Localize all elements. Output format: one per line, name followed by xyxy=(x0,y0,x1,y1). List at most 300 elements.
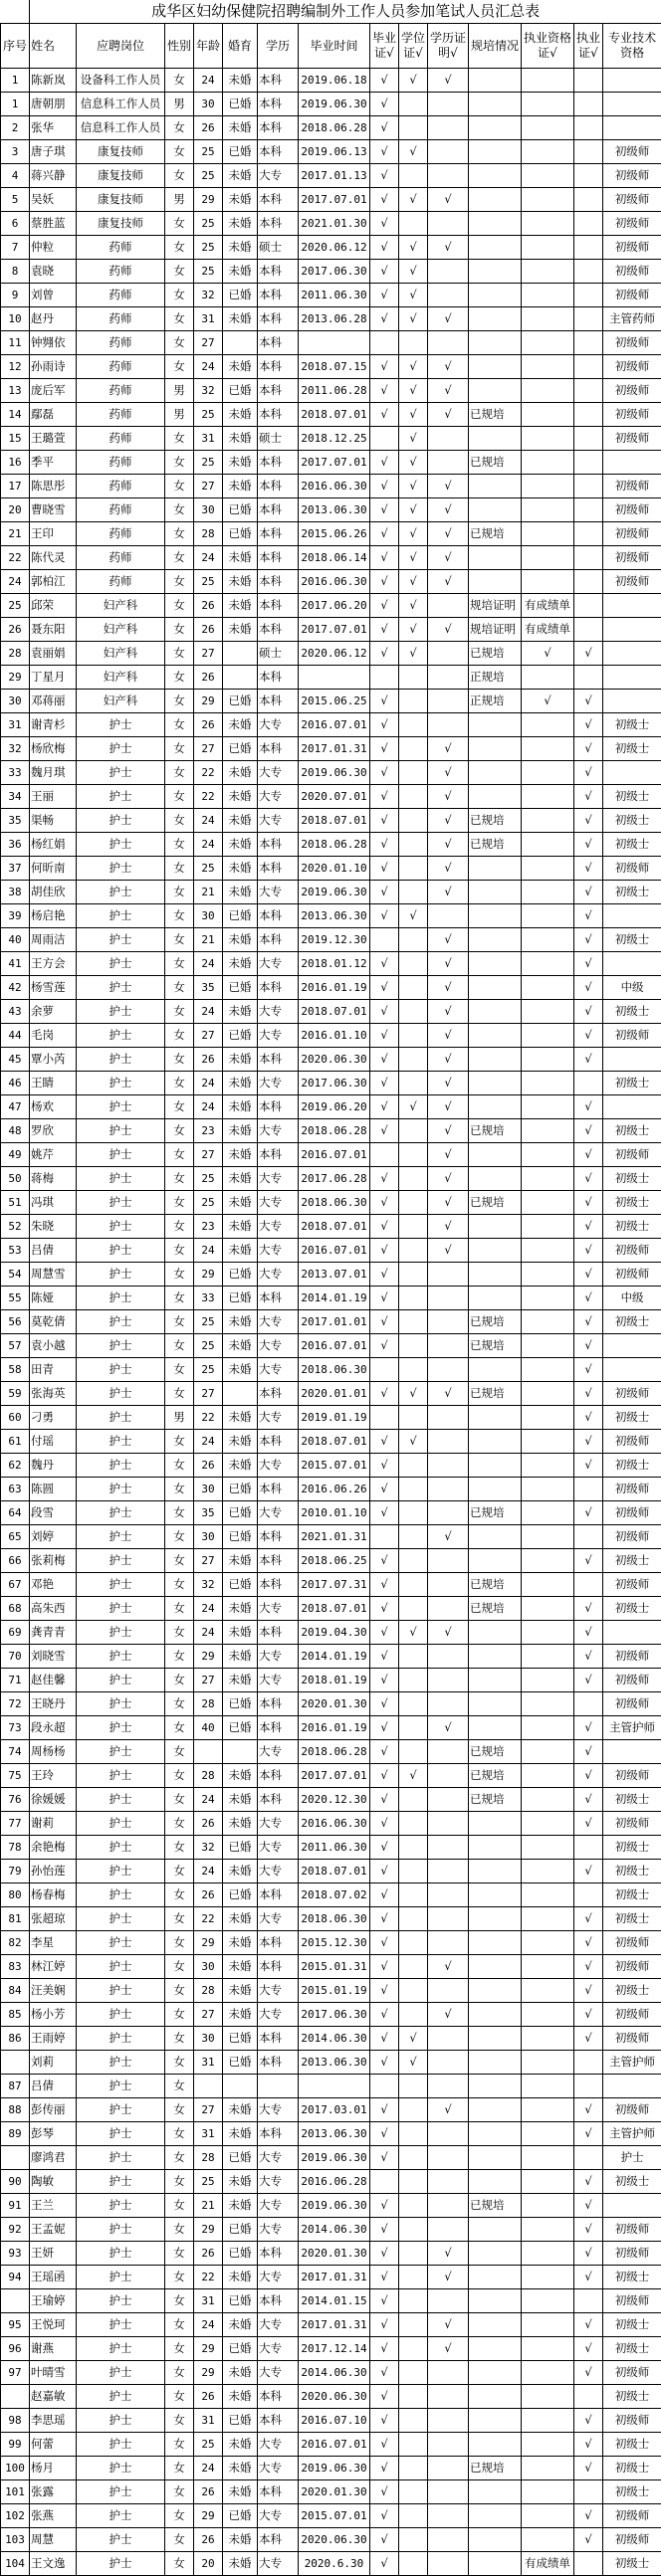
cell-gender: 女 xyxy=(165,1788,194,1812)
table-row xyxy=(1,1788,661,1812)
cell-marital: 未婚 xyxy=(223,785,258,809)
cell-residency-training xyxy=(469,1860,522,1883)
table-row xyxy=(1,2051,661,2075)
cell-marital: 已婚 xyxy=(223,2409,258,2433)
table-row xyxy=(1,2027,661,2051)
cell-marital: 已婚 xyxy=(223,1501,258,1525)
cell-degree-cert: √ xyxy=(399,1764,428,1788)
cell-license-qualification xyxy=(522,857,574,881)
cell-age: 31 xyxy=(194,307,223,331)
cell-degree-cert: √ xyxy=(399,307,428,331)
cell-residency-training xyxy=(469,1024,522,1048)
cell-diploma: √ xyxy=(370,236,399,260)
cell-education-proof xyxy=(428,1430,469,1454)
cell-age: 31 xyxy=(194,2122,223,2146)
cell-name: 赵丹 xyxy=(30,307,77,331)
cell-degree-cert: √ xyxy=(399,498,428,522)
cell-education-proof: √ xyxy=(428,1048,469,1072)
cell-graduation-date: 2017.06.28 xyxy=(299,1167,370,1191)
cell-gender: 女 xyxy=(165,522,194,546)
cell-practice-license: √ xyxy=(574,2218,603,2242)
table-row xyxy=(1,1048,661,1072)
cell-position: 药师 xyxy=(77,427,165,451)
cell-gender: 女 xyxy=(165,1549,194,1573)
cell-education-proof: √ xyxy=(428,522,469,546)
cell-residency-training xyxy=(469,785,522,809)
cell-gender: 女 xyxy=(165,2504,194,2528)
cell-age: 30 xyxy=(194,93,223,116)
cell-diploma: √ xyxy=(370,1621,399,1645)
cell-professional-title: 初级士 xyxy=(603,1167,661,1191)
cell-practice-license xyxy=(574,594,603,618)
cell-gender: 女 xyxy=(165,2170,194,2194)
cell-graduation-date: 2020.01.30 xyxy=(299,2242,370,2266)
cell-graduation-date: 2015.01.19 xyxy=(299,1979,370,2003)
table-row xyxy=(1,475,661,498)
cell-license-qualification xyxy=(522,713,574,737)
cell-practice-license: √ xyxy=(574,1764,603,1788)
table-row xyxy=(1,1645,661,1669)
cell-marital: 未婚 xyxy=(223,1119,258,1143)
cell-position: 护士 xyxy=(77,785,165,809)
cell-seq: 6 xyxy=(1,212,30,236)
cell-seq: 66 xyxy=(1,1549,30,1573)
cell-residency-training: 已规培 xyxy=(469,1764,522,1788)
table-row xyxy=(1,2552,661,2576)
cell-age: 25 xyxy=(194,2433,223,2457)
cell-degree-cert xyxy=(399,2194,428,2218)
cell-education: 本科 xyxy=(258,1382,299,1406)
cell-gender: 女 xyxy=(165,2122,194,2146)
cell-age: 30 xyxy=(194,2027,223,2051)
cell-education: 大专 xyxy=(258,2552,299,2576)
cell-name: 冯琪 xyxy=(30,1191,77,1215)
cell-position: 康复技师 xyxy=(77,212,165,236)
cell-degree-cert xyxy=(399,1167,428,1191)
cell-graduation-date: 2017.01.01 xyxy=(299,1310,370,1334)
cell-professional-title xyxy=(603,69,661,93)
cell-degree-cert: √ xyxy=(399,1621,428,1645)
cell-degree-cert xyxy=(399,2003,428,2027)
cell-graduation-date: 2018.07.01 xyxy=(299,1000,370,1024)
cell-diploma: √ xyxy=(370,1095,399,1119)
cell-position: 护士 xyxy=(77,1860,165,1883)
cell-education-proof xyxy=(428,1501,469,1525)
cell-education: 大专 xyxy=(258,2146,299,2170)
cell-diploma: √ xyxy=(370,2433,399,2457)
cell-seq: 74 xyxy=(1,1740,30,1764)
cell-graduation-date: 2015.07.01 xyxy=(299,2504,370,2528)
cell-marital: 未婚 xyxy=(223,1143,258,1167)
cell-seq: 24 xyxy=(1,570,30,594)
cell-education-proof xyxy=(428,140,469,164)
cell-age: 29 xyxy=(194,1645,223,1669)
cell-graduation-date: 2015.06.26 xyxy=(299,522,370,546)
cell-practice-license xyxy=(574,1883,603,1907)
cell-gender: 女 xyxy=(165,1836,194,1860)
cell-professional-title xyxy=(603,1740,661,1764)
cell-education: 本科 xyxy=(258,928,299,952)
cell-diploma: √ xyxy=(370,690,399,713)
cell-education: 大专 xyxy=(258,1191,299,1215)
cell-name: 陈代灵 xyxy=(30,546,77,570)
cell-position: 康复技师 xyxy=(77,164,165,188)
cell-diploma: √ xyxy=(370,1382,399,1406)
cell-age: 32 xyxy=(194,284,223,307)
cell-gender: 女 xyxy=(165,1764,194,1788)
cell-graduation-date: 2011.06.30 xyxy=(299,1836,370,1860)
cell-graduation-date: 2014.01.19 xyxy=(299,1645,370,1669)
cell-diploma: √ xyxy=(370,857,399,881)
cell-graduation-date: 2017.03.01 xyxy=(299,2098,370,2122)
cell-graduation-date: 2013.06.30 xyxy=(299,2122,370,2146)
cell-seq: 61 xyxy=(1,1430,30,1454)
cell-degree-cert xyxy=(399,1119,428,1143)
cell-age: 27 xyxy=(194,1669,223,1692)
cell-license-qualification xyxy=(522,212,574,236)
cell-age: 23 xyxy=(194,1119,223,1143)
table-row xyxy=(1,2457,661,2480)
cell-residency-training: 正规培 xyxy=(469,666,522,690)
cell-residency-training xyxy=(469,2075,522,2098)
cell-education-proof: √ xyxy=(428,1716,469,1740)
cell-license-qualification xyxy=(522,1788,574,1812)
cell-practice-license: √ xyxy=(574,1454,603,1478)
cell-gender: 女 xyxy=(165,1072,194,1095)
cell-marital: 未婚 xyxy=(223,1454,258,1478)
cell-license-qualification xyxy=(522,475,574,498)
cell-seq: 14 xyxy=(1,403,30,427)
cell-license-qualification xyxy=(522,1573,574,1597)
cell-graduation-date: 2016.06.30 xyxy=(299,1812,370,1836)
cell-age: 22 xyxy=(194,1406,223,1430)
table-row xyxy=(1,1549,661,1573)
cell-license-qualification xyxy=(522,116,574,140)
column-header-diploma: 毕业证√ xyxy=(370,24,399,69)
cell-marital: 未婚 xyxy=(223,2385,258,2409)
cell-residency-training xyxy=(469,355,522,379)
cell-education: 本科 xyxy=(258,2289,299,2313)
cell-diploma: √ xyxy=(370,1000,399,1024)
cell-education-proof xyxy=(428,1764,469,1788)
cell-gender: 女 xyxy=(165,236,194,260)
cell-education: 本科 xyxy=(258,594,299,618)
cell-name: 刘晓雪 xyxy=(30,1645,77,1669)
cell-residency-training xyxy=(469,2051,522,2075)
cell-age: 23 xyxy=(194,1215,223,1239)
cell-education-proof xyxy=(428,1788,469,1812)
cell-marital: 未婚 xyxy=(223,260,258,284)
cell-professional-title: 初级师 xyxy=(603,1024,661,1048)
cell-graduation-date: 2018.06.30 xyxy=(299,1907,370,1931)
cell-degree-cert xyxy=(399,976,428,1000)
cell-license-qualification xyxy=(522,737,574,761)
cell-diploma xyxy=(370,1358,399,1382)
cell-gender: 女 xyxy=(165,833,194,857)
cell-license-qualification xyxy=(522,379,574,403)
cell-gender: 女 xyxy=(165,1955,194,1979)
cell-gender: 女 xyxy=(165,212,194,236)
cell-age: 26 xyxy=(194,2385,223,2409)
cell-name: 刁勇 xyxy=(30,1406,77,1430)
cell-gender: 女 xyxy=(165,1669,194,1692)
cell-practice-license: √ xyxy=(574,642,603,666)
cell-seq: 75 xyxy=(1,1764,30,1788)
cell-professional-title: 初级士 xyxy=(603,1454,661,1478)
cell-seq: 37 xyxy=(1,857,30,881)
table-row xyxy=(1,666,661,690)
table-row xyxy=(1,690,661,713)
cell-education-proof xyxy=(428,690,469,713)
cell-marital: 已婚 xyxy=(223,1573,258,1597)
cell-education-proof xyxy=(428,2385,469,2409)
cell-practice-license: √ xyxy=(574,2504,603,2528)
cell-education-proof xyxy=(428,260,469,284)
cell-practice-license xyxy=(574,1525,603,1549)
cell-name: 王玲 xyxy=(30,1764,77,1788)
cell-education: 本科 xyxy=(258,331,299,355)
cell-professional-title xyxy=(603,2075,661,2098)
cell-education-proof xyxy=(428,2409,469,2433)
cell-seq: 83 xyxy=(1,1955,30,1979)
cell-marital: 未婚 xyxy=(223,2313,258,2337)
cell-license-qualification xyxy=(522,498,574,522)
cell-license-qualification xyxy=(522,403,574,427)
cell-degree-cert xyxy=(399,2242,428,2266)
cell-education-proof xyxy=(428,1931,469,1955)
cell-practice-license: √ xyxy=(574,1860,603,1883)
cell-gender: 女 xyxy=(165,666,194,690)
cell-professional-title: 初级师 xyxy=(603,1931,661,1955)
cell-license-qualification xyxy=(522,355,574,379)
cell-gender: 女 xyxy=(165,1501,194,1525)
cell-education: 本科 xyxy=(258,1883,299,1907)
cell-age: 28 xyxy=(194,1692,223,1716)
cell-education-proof: √ xyxy=(428,355,469,379)
cell-position: 护士 xyxy=(77,1263,165,1287)
table-row xyxy=(1,1836,661,1860)
cell-age: 24 xyxy=(194,1072,223,1095)
cell-gender: 女 xyxy=(165,2242,194,2266)
cell-degree-cert xyxy=(399,1597,428,1621)
cell-education: 本科 xyxy=(258,1287,299,1310)
cell-practice-license: √ xyxy=(574,881,603,904)
cell-age: 26 xyxy=(194,1812,223,1836)
cell-gender: 女 xyxy=(165,2457,194,2480)
cell-education-proof xyxy=(428,93,469,116)
cell-practice-license: √ xyxy=(574,2003,603,2027)
cell-professional-title: 初级师 xyxy=(603,1430,661,1454)
cell-position: 护士 xyxy=(77,2385,165,2409)
cell-license-qualification xyxy=(522,2457,574,2480)
cell-license-qualification xyxy=(522,1048,574,1072)
cell-education-proof xyxy=(428,1907,469,1931)
cell-diploma: √ xyxy=(370,260,399,284)
cell-professional-title: 初级师 xyxy=(603,1478,661,1501)
cell-graduation-date: 2016.07.10 xyxy=(299,2409,370,2433)
cell-education: 本科 xyxy=(258,140,299,164)
cell-marital: 未婚 xyxy=(223,2170,258,2194)
cell-position: 护士 xyxy=(77,1000,165,1024)
cell-seq: 54 xyxy=(1,1263,30,1287)
cell-education: 本科 xyxy=(258,2242,299,2266)
cell-graduation-date: 2020.12.30 xyxy=(299,1788,370,1812)
cell-education: 本科 xyxy=(258,1143,299,1167)
cell-position: 护士 xyxy=(77,1764,165,1788)
cell-graduation-date xyxy=(299,331,370,355)
cell-practice-license xyxy=(574,69,603,93)
cell-education-proof xyxy=(428,164,469,188)
cell-professional-title: 初级师 xyxy=(603,2218,661,2242)
cell-seq: 43 xyxy=(1,1000,30,1024)
cell-diploma: √ xyxy=(370,116,399,140)
cell-license-qualification xyxy=(522,522,574,546)
cell-graduation-date: 2018.06.14 xyxy=(299,546,370,570)
table-row xyxy=(1,1860,661,1883)
cell-age: 24 xyxy=(194,1095,223,1119)
cell-degree-cert xyxy=(399,2385,428,2409)
cell-marital: 已婚 xyxy=(223,2051,258,2075)
cell-position: 康复技师 xyxy=(77,140,165,164)
cell-position: 护士 xyxy=(77,1669,165,1692)
cell-diploma xyxy=(370,928,399,952)
cell-name: 郭柏江 xyxy=(30,570,77,594)
cell-degree-cert xyxy=(399,2075,428,2098)
cell-name: 汪美娴 xyxy=(30,1979,77,2003)
cell-practice-license: √ xyxy=(574,1000,603,1024)
cell-name: 王璐萱 xyxy=(30,427,77,451)
cell-degree-cert: √ xyxy=(399,427,428,451)
cell-graduation-date: 2017.07.01 xyxy=(299,1764,370,1788)
cell-name: 孙雨诗 xyxy=(30,355,77,379)
cell-position: 护士 xyxy=(77,976,165,1000)
table-row xyxy=(1,236,661,260)
cell-license-qualification xyxy=(522,1621,574,1645)
cell-name: 王印 xyxy=(30,522,77,546)
column-header-education-proof: 学历证明√ xyxy=(428,24,469,69)
cell-professional-title: 初级士 xyxy=(603,1860,661,1883)
cell-residency-training xyxy=(469,2480,522,2504)
cell-name: 仲粒 xyxy=(30,236,77,260)
cell-seq: 87 xyxy=(1,2075,30,2098)
cell-practice-license: √ xyxy=(574,785,603,809)
cell-degree-cert xyxy=(399,331,428,355)
cell-gender: 女 xyxy=(165,1860,194,1883)
cell-graduation-date: 2020.01.30 xyxy=(299,1692,370,1716)
cell-seq: 99 xyxy=(1,2433,30,2457)
cell-marital: 未婚 xyxy=(223,1907,258,1931)
cell-practice-license: √ xyxy=(574,2194,603,2218)
cell-practice-license: √ xyxy=(574,1812,603,1836)
cell-degree-cert xyxy=(399,1573,428,1597)
cell-license-qualification xyxy=(522,1669,574,1692)
cell-education: 本科 xyxy=(258,1048,299,1072)
cell-age: 30 xyxy=(194,904,223,928)
cell-graduation-date: 2016.07.01 xyxy=(299,713,370,737)
cell-graduation-date: 2018.07.01 xyxy=(299,1215,370,1239)
cell-education: 大专 xyxy=(258,761,299,785)
cell-graduation-date: 2018.07.01 xyxy=(299,1430,370,1454)
cell-seq: 41 xyxy=(1,952,30,976)
cell-degree-cert: √ xyxy=(399,1382,428,1406)
cell-name: 杨欣梅 xyxy=(30,737,77,761)
cell-position: 护士 xyxy=(77,1812,165,1836)
cell-name: 杨启艳 xyxy=(30,904,77,928)
cell-graduation-date: 2016.01.19 xyxy=(299,1716,370,1740)
cell-license-qualification xyxy=(522,236,574,260)
cell-gender: 女 xyxy=(165,857,194,881)
cell-diploma: √ xyxy=(370,2313,399,2337)
table-row xyxy=(1,2146,661,2170)
cell-degree-cert: √ xyxy=(399,355,428,379)
cell-seq: 93 xyxy=(1,2242,30,2266)
cell-professional-title: 初级士 xyxy=(603,2313,661,2337)
cell-name: 杨小芳 xyxy=(30,2003,77,2027)
cell-diploma: √ xyxy=(370,1669,399,1692)
cell-name: 王瑜婷 xyxy=(30,2289,77,2313)
cell-education-proof xyxy=(428,2361,469,2385)
cell-marital: 已婚 xyxy=(223,1478,258,1501)
cell-license-qualification xyxy=(522,2146,574,2170)
cell-professional-title: 初级师 xyxy=(603,546,661,570)
cell-practice-license: √ xyxy=(574,1215,603,1239)
cell-marital: 已婚 xyxy=(223,2218,258,2242)
cell-practice-license: √ xyxy=(574,952,603,976)
cell-marital: 已婚 xyxy=(223,1836,258,1860)
cell-professional-title: 主管护师 xyxy=(603,2122,661,2146)
cell-age: 21 xyxy=(194,928,223,952)
cell-gender: 女 xyxy=(165,1621,194,1645)
cell-marital: 已婚 xyxy=(223,1263,258,1287)
cell-residency-training: 正规培 xyxy=(469,690,522,713)
cell-education-proof xyxy=(428,331,469,355)
column-header-age: 年龄 xyxy=(194,24,223,69)
table-row xyxy=(1,1764,661,1788)
cell-marital xyxy=(223,642,258,666)
cell-gender: 女 xyxy=(165,2337,194,2361)
cell-diploma: √ xyxy=(370,618,399,642)
cell-marital: 未婚 xyxy=(223,1358,258,1382)
cell-residency-training: 规培证明 xyxy=(469,618,522,642)
cell-name: 刘曾 xyxy=(30,284,77,307)
cell-education-proof: √ xyxy=(428,1239,469,1263)
cell-education-proof xyxy=(428,1836,469,1860)
cell-diploma: √ xyxy=(370,140,399,164)
table-row xyxy=(1,1597,661,1621)
cell-age: 29 xyxy=(194,2218,223,2242)
cell-residency-training xyxy=(469,2170,522,2194)
cell-diploma: √ xyxy=(370,952,399,976)
cell-degree-cert xyxy=(399,2313,428,2337)
cell-graduation-date: 2013.07.01 xyxy=(299,1263,370,1287)
cell-education-proof: √ xyxy=(428,1525,469,1549)
cell-diploma: √ xyxy=(370,188,399,212)
cell-graduation-date: 2018.06.28 xyxy=(299,1740,370,1764)
cell-diploma: √ xyxy=(370,1454,399,1478)
cell-position: 康复技师 xyxy=(77,188,165,212)
cell-license-qualification xyxy=(522,1812,574,1836)
cell-name: 吴妖 xyxy=(30,188,77,212)
cell-gender: 女 xyxy=(165,2027,194,2051)
cell-graduation-date: 2018.07.01 xyxy=(299,403,370,427)
cell-education: 本科 xyxy=(258,1764,299,1788)
cell-graduation-date: 2014.06.30 xyxy=(299,2218,370,2242)
cell-age: 25 xyxy=(194,236,223,260)
cell-diploma: √ xyxy=(370,785,399,809)
cell-professional-title: 初级师 xyxy=(603,1263,661,1287)
cell-diploma: √ xyxy=(370,307,399,331)
cell-marital: 未婚 xyxy=(223,1955,258,1979)
